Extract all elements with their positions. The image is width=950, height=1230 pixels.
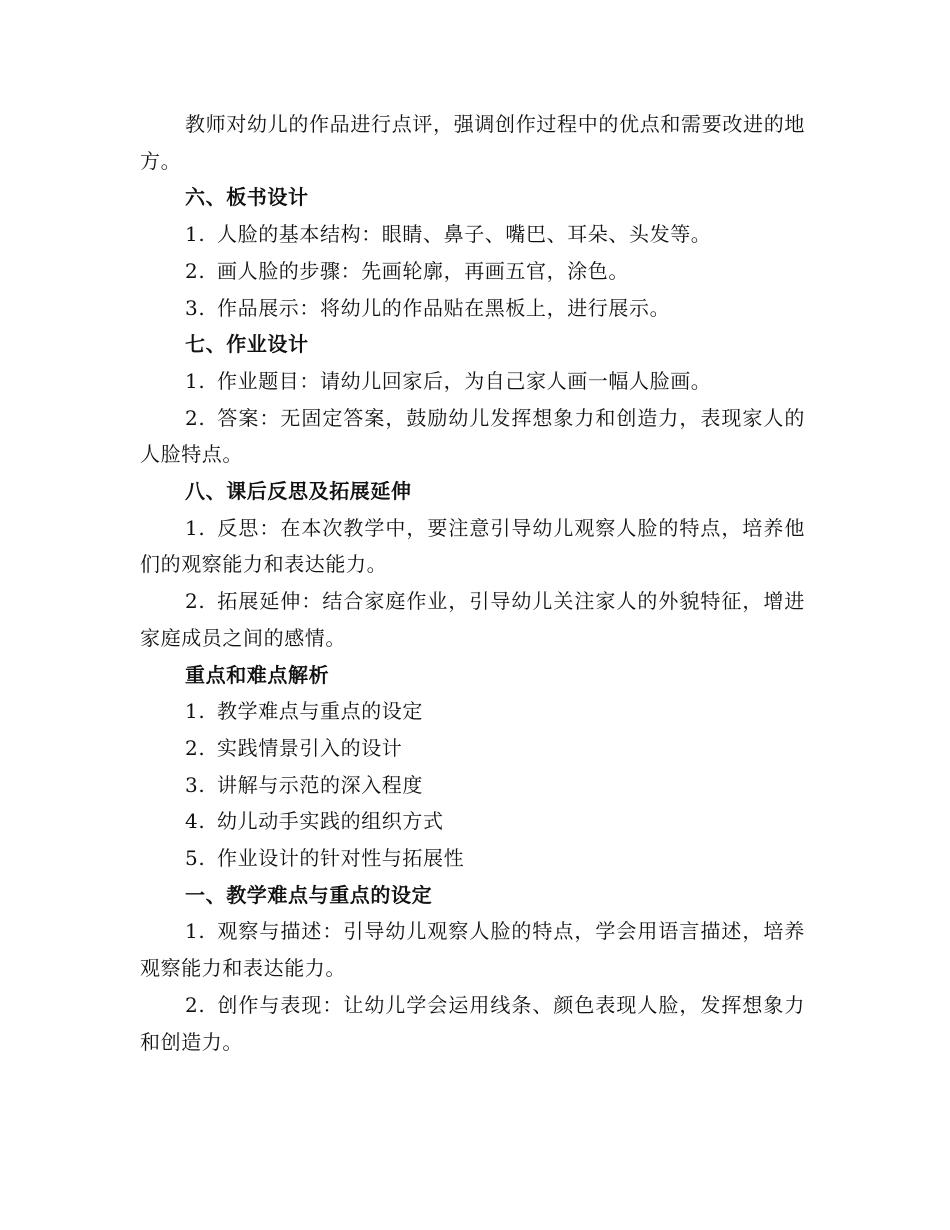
item-number: 2. <box>185 405 206 430</box>
list-item <box>140 510 805 583</box>
list-item <box>140 253 805 290</box>
item-text: 作品展示：将幼儿的作品贴在黑板上，进行展示。 <box>217 295 671 320</box>
item-text: 实践情景引入的设计 <box>217 735 403 760</box>
item-number: 3. <box>185 772 206 797</box>
document-page <box>140 106 805 1060</box>
item-number: 1. <box>185 368 206 393</box>
item-number: 1. <box>185 919 206 944</box>
item-text: 作业题目：请幼儿回家后，为自己家人画一幅人脸画。 <box>217 368 712 393</box>
section-heading-board-design: 六、板书设计 <box>185 185 309 210</box>
item-number: 2. <box>185 258 206 283</box>
intro-paragraph: 教师对幼儿的作品进行点评，强调创作过程中的优点和需要改进的地方。 <box>140 112 805 173</box>
item-number: 2. <box>185 992 206 1017</box>
item-text: 作业设计的针对性与拓展性 <box>217 846 465 871</box>
section-heading-reflection: 八、课后反思及拓展延伸 <box>185 479 412 504</box>
list-item <box>140 290 805 327</box>
item-text: 教学难点与重点的设定 <box>217 699 423 724</box>
item-number: 1. <box>185 515 206 540</box>
section-heading-difficulty-setting: 一、教学难点与重点的设定 <box>185 882 433 907</box>
section-heading-key-points: 重点和难点解析 <box>185 662 330 687</box>
item-text: 答案：无固定答案，鼓励幼儿发挥想象力和创造力，表现家人的人脸特点。 <box>140 405 805 467</box>
item-number: 5. <box>185 846 206 871</box>
section-heading-homework-design: 七、作业设计 <box>185 332 309 357</box>
list-item <box>140 913 805 986</box>
item-text: 幼儿动手实践的组织方式 <box>217 809 444 834</box>
item-text: 拓展延伸：结合家庭作业，引导幼儿关注家人的外貌特征，增进家庭成员之间的感情。 <box>140 589 805 650</box>
list-item <box>140 400 805 473</box>
list-item <box>140 583 805 656</box>
item-text: 人脸的基本结构：眼睛、鼻子、嘴巴、耳朵、头发等。 <box>217 222 712 247</box>
item-text: 观察与描述：引导幼儿观察人脸的特点，学会用语言描述，培养观察能力和表达能力。 <box>140 919 805 981</box>
item-number: 1. <box>185 699 206 724</box>
item-text: 反思：在本次教学中，要注意引导幼儿观察人脸的特点，培养他们的观察能力和表达能力。 <box>140 515 805 577</box>
item-text: 画人脸的步骤：先画轮廓，再画五官，涂色。 <box>217 258 629 283</box>
item-text: 创作与表现：让幼儿学会运用线条、颜色表现人脸，发挥想象力和创造力。 <box>140 992 805 1054</box>
list-item <box>140 840 805 877</box>
item-text: 讲解与示范的深入程度 <box>217 772 423 797</box>
list-item <box>140 767 805 804</box>
list-item <box>140 363 805 400</box>
item-number: 3. <box>185 295 206 320</box>
item-number: 2. <box>185 735 206 760</box>
list-item <box>140 216 805 253</box>
item-number: 2. <box>185 589 206 614</box>
list-item <box>140 730 805 767</box>
item-number: 4. <box>185 809 206 834</box>
list-item <box>140 987 805 1060</box>
list-item <box>140 803 805 840</box>
item-number: 1. <box>185 222 206 247</box>
list-item <box>140 693 805 730</box>
